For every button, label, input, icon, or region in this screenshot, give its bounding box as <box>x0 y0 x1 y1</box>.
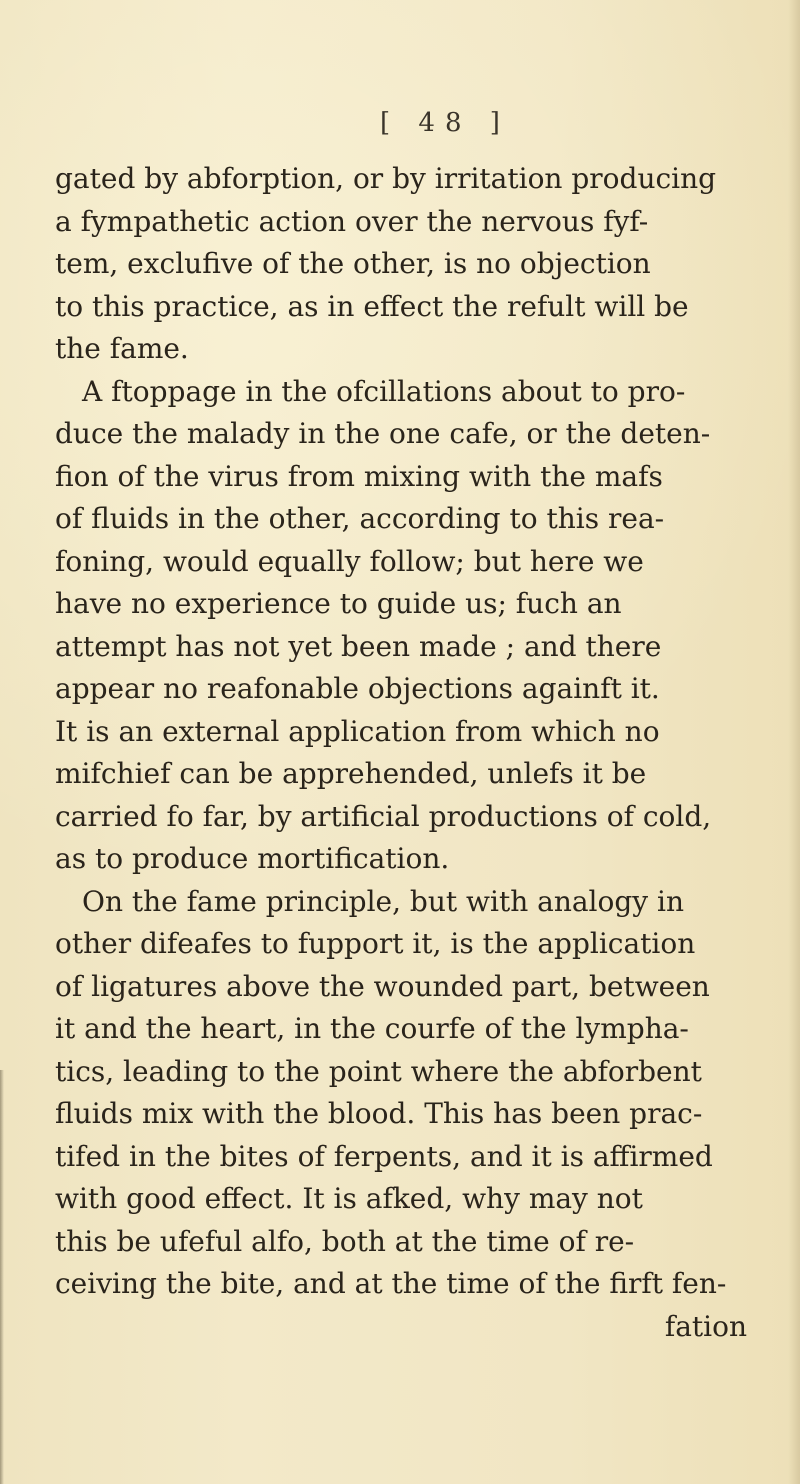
text-line-23: fluids mix with the blood. This has been prac- <box>55 1097 703 1130</box>
text-line-7: duce the malady in the one cafe, or the deten- <box>55 417 711 450</box>
text-line-13: appear no reafonable objections againft it. <box>55 672 660 705</box>
text-line-12: attempt has not yet been made ; and there <box>55 629 662 663</box>
text-line-16: carried fo far, by artificial productions of cold, <box>55 799 712 833</box>
text-line-21: it and the heart, in the courfe of the lympha- <box>55 1012 689 1045</box>
text-line-1: gated by abforption, or by irritation producing <box>55 162 717 195</box>
text-line-22: tics, leading to the point where the abforbent <box>55 1054 702 1088</box>
catchword: fation <box>664 1309 747 1343</box>
text-line-10: foning, would equally follow; but here we <box>55 544 644 578</box>
text-line-9: of fluids in the other, according to this rea- <box>55 502 665 535</box>
text-line-15: mifchief can be apprehended, unlefs it be <box>55 757 647 790</box>
paragraph-start-2: On the fame principle, but with analogy in <box>82 884 684 918</box>
text-line-3: tem, exclufive of the other, is no objection <box>55 247 651 280</box>
paragraph-start-1: A ftoppage in the ofcillations about to pro- <box>82 374 686 408</box>
text-line-26: this be ufeful alfo, both at the time of re- <box>55 1224 635 1258</box>
page-number-header: [ 48 ] <box>380 108 510 138</box>
body-text <box>55 158 771 1348</box>
text-line-4: to this practice, as in effect the refult will be <box>55 289 689 323</box>
text-line-20: of ligatures above the wounded part, between <box>55 969 710 1003</box>
text-line-24: tifed in the bites of ferpents, and it is affirmed <box>55 1139 713 1173</box>
binding-edge <box>0 1070 4 1484</box>
text-line-14: It is an external application from which no <box>55 714 660 748</box>
text-line-5: the fame. <box>55 332 189 365</box>
text-line-19: other difeafes to fupport it, is the application <box>55 927 696 960</box>
text-line-8: fion of the virus from mixing with the mafs <box>55 459 663 493</box>
text-line-25: with good effect. It is afked, why may not <box>55 1182 643 1215</box>
text-line-17: as to produce mortification. <box>55 842 450 875</box>
text-line-27: ceiving the bite, and at the time of the firft fen- <box>55 1267 727 1300</box>
text-line-11: have no experience to guide us; fuch an <box>55 587 622 620</box>
text-line-2: a fympathetic action over the nervous fyf- <box>55 204 649 238</box>
page-edge-shadow <box>788 0 800 1484</box>
